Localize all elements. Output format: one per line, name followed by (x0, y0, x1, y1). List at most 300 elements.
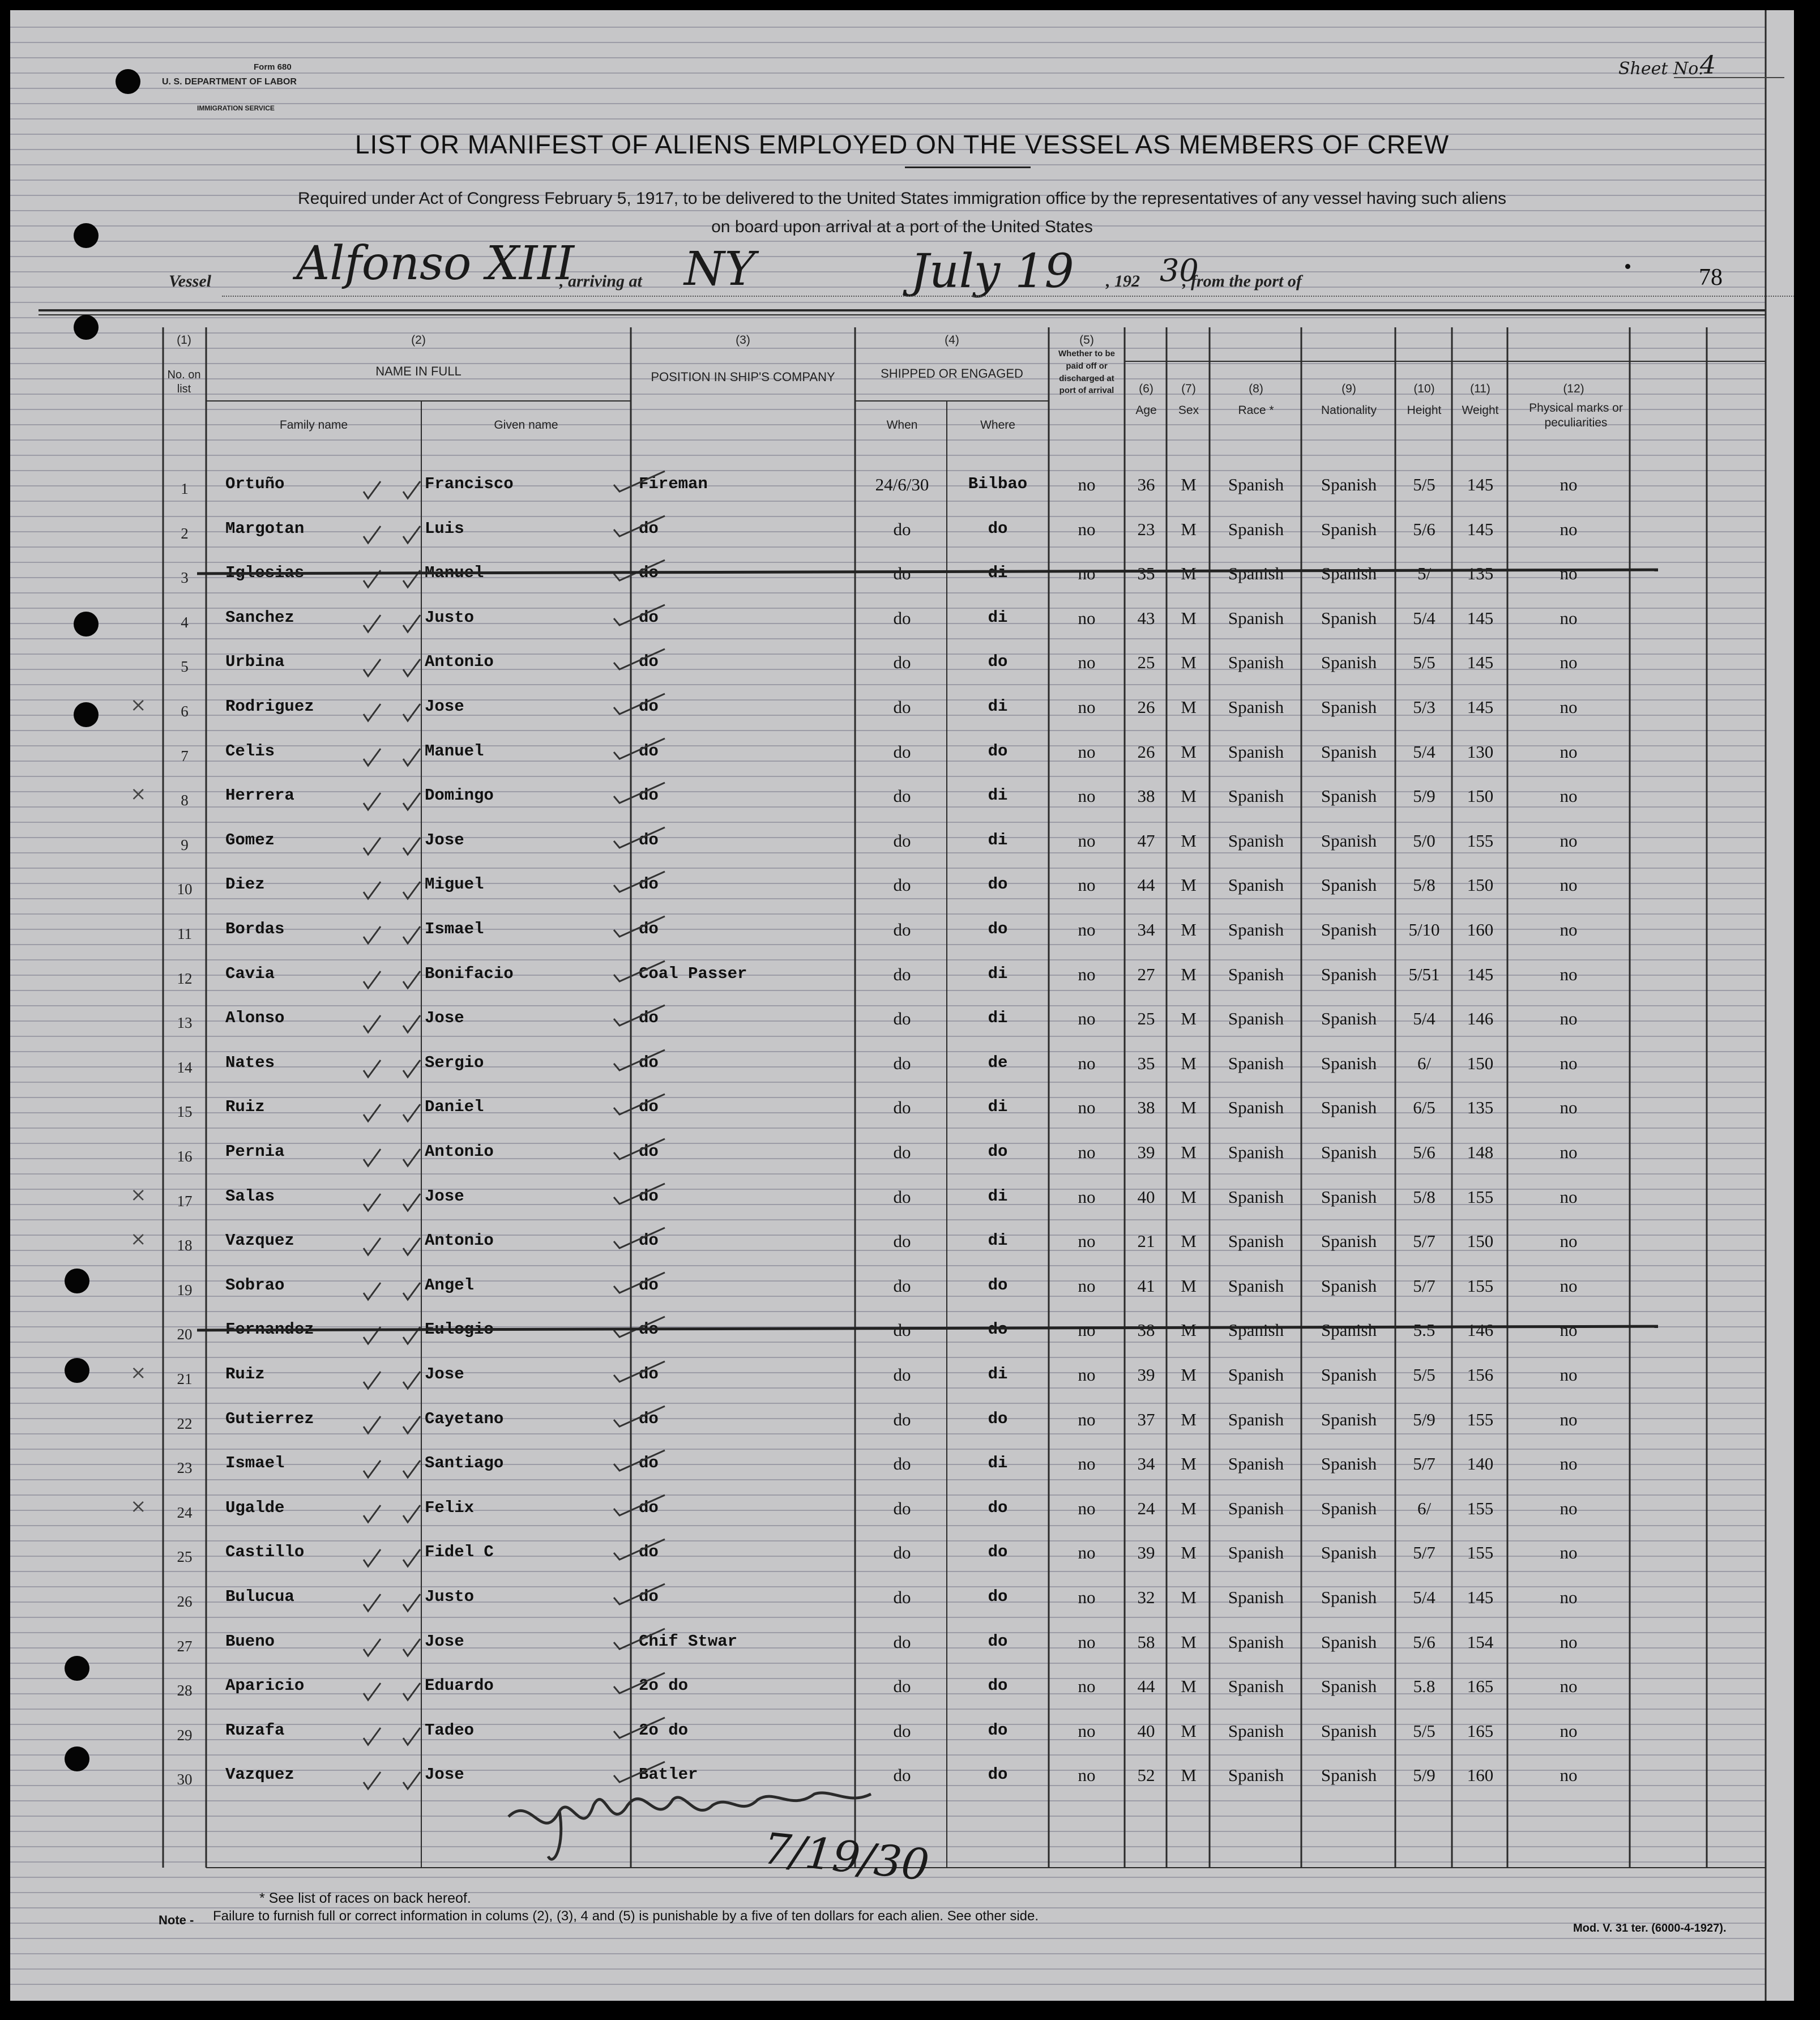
cell-sex: M (1181, 741, 1197, 762)
cell-nationality: Spanish (1321, 1720, 1377, 1741)
form-number: Form 680 (254, 62, 292, 72)
subtitle-line-1: Required under Act of Congress February 5, 1917, to be delivered to the United States immigration office by the representatives of any vessel having such aliens (298, 189, 1506, 208)
cell-weight: 146 (1467, 1320, 1494, 1340)
cell-marks: no (1560, 1454, 1578, 1474)
col8-header: Race * (1238, 404, 1274, 417)
cell-weight: 145 (1467, 608, 1494, 628)
table-row (10, 964, 1794, 998)
cell-position: do (639, 1186, 659, 1206)
cell-marks: no (1560, 1053, 1578, 1073)
cell-race: Spanish (1228, 1097, 1284, 1118)
table-row (10, 1183, 1794, 1221)
cell-race: Spanish (1228, 697, 1284, 717)
note-label: Note - (159, 1913, 194, 1927)
cell-family: Bulucua (225, 1587, 294, 1606)
cell-position: do (639, 786, 659, 805)
cell-age: 36 (1137, 475, 1155, 494)
cell-where: de (988, 1053, 1008, 1072)
col4-num: (4) (945, 334, 959, 347)
cell-nationality: Spanish (1321, 1009, 1377, 1029)
cell-age: 44 (1137, 1676, 1155, 1697)
cell-age: 23 (1137, 519, 1155, 539)
cell-weight: 160 (1467, 1765, 1494, 1786)
cell-when: do (893, 1676, 911, 1697)
cell-sex: M (1181, 1142, 1197, 1162)
col8-num: (8) (1249, 382, 1263, 395)
check-mark-icon (610, 1181, 667, 1207)
cell-position: do (639, 830, 659, 849)
cell-position: do (639, 1454, 659, 1473)
cell-marks: no (1560, 1409, 1578, 1429)
cell-given: Cayetano (425, 1409, 504, 1428)
cell-age: 44 (1137, 875, 1155, 895)
cell-position: Chif Stwar (639, 1632, 738, 1651)
cell-marks: no (1560, 1676, 1578, 1697)
cell-family: Nates (225, 1053, 275, 1072)
cell-marks: no (1560, 1231, 1578, 1252)
check-mark-icon (361, 656, 384, 682)
cell-nationality: Spanish (1321, 1365, 1377, 1385)
year-suffix: 30 (1160, 253, 1199, 288)
cell-sex: M (1181, 475, 1197, 494)
cell-paid: no (1078, 1097, 1096, 1118)
cell-race: Spanish (1228, 1275, 1284, 1296)
cell-family: Pernia (225, 1142, 285, 1161)
cell-age: 43 (1137, 608, 1155, 628)
cell-age: 52 (1137, 1765, 1155, 1786)
check-mark-icon (361, 1546, 384, 1572)
row-number: 14 (177, 1058, 193, 1076)
row-number: 18 (177, 1237, 193, 1254)
cell-family: Castillo (225, 1543, 305, 1562)
cell-sex: M (1181, 1365, 1197, 1385)
cell-position: do (639, 1587, 659, 1606)
cell-race: Spanish (1228, 1053, 1284, 1073)
signature-date: 7/19/30 (761, 1822, 932, 1891)
cell-paid: no (1078, 475, 1096, 494)
cell-marks: no (1560, 1009, 1578, 1029)
cell-position: do (639, 1409, 659, 1428)
cell-sex: M (1181, 1454, 1197, 1474)
cell-weight: 145 (1467, 697, 1494, 717)
check-mark-icon (610, 869, 667, 895)
cell-given: Jose (425, 830, 464, 849)
row-number: 29 (177, 1726, 193, 1744)
cell-marks: no (1560, 920, 1578, 939)
row-number: 21 (177, 1370, 193, 1387)
cell-height: 5/10 (1408, 920, 1440, 939)
cell-paid: no (1078, 697, 1096, 717)
cell-paid: no (1078, 1765, 1096, 1786)
table-row (10, 519, 1794, 553)
cell-weight: 135 (1467, 563, 1494, 584)
col10-num: (10) (1413, 382, 1435, 395)
cell-when: do (893, 1231, 911, 1252)
cell-nationality: Spanish (1321, 1275, 1377, 1296)
cell-marks: no (1560, 1186, 1578, 1207)
cell-family: Alonso (225, 1009, 285, 1028)
cell-race: Spanish (1228, 475, 1284, 494)
check-mark-icon (361, 745, 384, 771)
arrival-date: July 19 (911, 245, 1074, 298)
cell-given: Miguel (425, 875, 484, 894)
cell-age: 35 (1137, 563, 1155, 584)
check-mark-icon (401, 1724, 424, 1750)
check-mark-icon (401, 701, 424, 727)
check-mark-icon (401, 1279, 424, 1305)
check-mark-icon (610, 1448, 667, 1474)
cell-age: 34 (1137, 920, 1155, 939)
cell-age: 38 (1137, 786, 1155, 806)
check-mark-icon (361, 789, 384, 815)
check-mark-icon (361, 1101, 384, 1127)
cell-marks: no (1560, 1365, 1578, 1385)
check-mark-icon (361, 1012, 384, 1038)
subtitle-line-2: on board upon arrival at a port of the United States (711, 217, 1093, 236)
check-mark-icon (361, 1413, 384, 1439)
cell-sex: M (1181, 1632, 1197, 1652)
table-row (10, 1676, 1794, 1710)
row-number: 4 (181, 613, 189, 631)
cell-when: 24/6/30 (875, 475, 929, 494)
cell-given: Daniel (425, 1097, 484, 1117)
x-mark-icon: × (130, 1494, 147, 1518)
cell-when: do (893, 875, 911, 895)
cell-where: do (988, 1632, 1008, 1651)
row-number: 10 (177, 881, 193, 898)
check-mark-icon (361, 523, 384, 549)
cell-sex: M (1181, 830, 1197, 851)
cell-where: do (988, 1498, 1008, 1517)
check-mark-icon (610, 1671, 667, 1697)
cell-age: 38 (1137, 1097, 1155, 1118)
cell-height: 5/7 (1413, 1275, 1436, 1296)
cell-height: 5/51 (1408, 964, 1440, 984)
col1-num: (1) (177, 334, 191, 347)
arriving-port: NY (684, 242, 755, 296)
row-number: 22 (177, 1415, 193, 1432)
cell-when: do (893, 1009, 911, 1029)
cell-given: Antonio (425, 1231, 494, 1250)
cell-race: Spanish (1228, 1009, 1284, 1029)
cell-age: 40 (1137, 1186, 1155, 1207)
cell-marks: no (1560, 563, 1578, 584)
cell-marks: no (1560, 830, 1578, 851)
cell-position: do (639, 652, 659, 672)
cell-given: Sergio (425, 1053, 484, 1072)
cell-position: 2o do (639, 1720, 689, 1740)
cell-height: 5/8 (1413, 875, 1436, 895)
cell-when: do (893, 741, 911, 762)
cell-nationality: Spanish (1321, 1587, 1377, 1607)
row-number: 28 (177, 1682, 193, 1699)
check-mark-icon (361, 567, 384, 593)
cell-paid: no (1078, 519, 1096, 539)
cell-paid: no (1078, 1186, 1096, 1207)
cell-sex: M (1181, 1097, 1197, 1118)
cell-marks: no (1560, 1320, 1578, 1340)
table-row (10, 1320, 1794, 1354)
check-mark-icon (610, 1537, 667, 1563)
check-mark-icon (610, 1092, 667, 1118)
cell-age: 37 (1137, 1409, 1155, 1429)
cell-family: Gutierrez (225, 1409, 314, 1428)
cell-when: do (893, 697, 911, 717)
cell-sex: M (1181, 1186, 1197, 1207)
cell-when: do (893, 1632, 911, 1652)
table-row (10, 1053, 1794, 1087)
check-mark-icon (610, 825, 667, 851)
cell-sex: M (1181, 1409, 1197, 1429)
cell-race: Spanish (1228, 1543, 1284, 1563)
col5-header: Whether to be paid off or discharged at port of arrival (1058, 349, 1115, 396)
cell-given: Fidel C (425, 1543, 494, 1562)
cell-height: 5/9 (1413, 1765, 1436, 1786)
cell-where: di (988, 1186, 1008, 1206)
check-mark-icon (361, 1323, 384, 1349)
cell-where: di (988, 964, 1008, 983)
table-row (10, 831, 1794, 865)
col3-header: POSITION IN SHIP'S COMPANY (651, 370, 835, 384)
cell-race: Spanish (1228, 1231, 1284, 1252)
cell-position: do (639, 1275, 659, 1295)
cell-where: do (988, 652, 1008, 672)
table-row (10, 475, 1794, 509)
cell-age: 40 (1137, 1720, 1155, 1741)
cell-when: do (893, 1765, 911, 1786)
cell-race: Spanish (1228, 1454, 1284, 1474)
check-mark-icon (401, 878, 424, 904)
cell-when: do (893, 1186, 911, 1207)
cell-given: Manuel (425, 563, 484, 583)
check-mark-icon (401, 1502, 424, 1528)
cell-marks: no (1560, 1142, 1578, 1162)
check-mark-icon (610, 514, 667, 540)
cell-race: Spanish (1228, 1587, 1284, 1607)
cell-where: do (988, 920, 1008, 938)
cell-family: Herrera (225, 786, 294, 805)
cell-weight: 146 (1467, 1009, 1494, 1029)
row-number: 25 (177, 1548, 193, 1566)
cell-given: Luis (425, 519, 464, 538)
table-row (10, 1142, 1794, 1176)
cell-paid: no (1078, 1275, 1096, 1296)
cell-weight: 148 (1467, 1142, 1494, 1162)
check-mark-icon (401, 1769, 424, 1795)
arriving-label: , arriving at (559, 272, 642, 291)
cell-family: Bueno (225, 1632, 275, 1651)
cell-height: 5/7 (1413, 1543, 1436, 1563)
cell-race: Spanish (1228, 1409, 1284, 1429)
table-row (10, 1587, 1794, 1621)
cell-race: Spanish (1228, 652, 1284, 673)
where-header: Where (980, 418, 1015, 432)
row-number: 7 (181, 747, 189, 765)
col1-header: No. on list (167, 369, 201, 395)
col6-header: Age (1135, 404, 1157, 417)
cell-paid: no (1078, 786, 1096, 806)
cell-where: do (988, 1587, 1008, 1606)
cell-sex: M (1181, 875, 1197, 895)
cell-given: Jose (425, 1632, 464, 1651)
cell-paid: no (1078, 1053, 1096, 1073)
cell-height: 5/4 (1413, 741, 1436, 762)
cell-weight: 135 (1467, 1097, 1494, 1118)
cell-race: Spanish (1228, 608, 1284, 628)
cell-nationality: Spanish (1321, 519, 1377, 539)
cell-nationality: Spanish (1321, 563, 1377, 584)
cell-when: do (893, 652, 911, 673)
cell-paid: no (1078, 1587, 1096, 1607)
cell-age: 58 (1137, 1632, 1155, 1652)
cell-family: Salas (225, 1186, 275, 1206)
cell-given: Manuel (425, 741, 484, 761)
cell-where: di (988, 1231, 1008, 1250)
cell-race: Spanish (1228, 1186, 1284, 1207)
cell-family: Gomez (225, 830, 275, 849)
cell-given: Jose (425, 1009, 464, 1028)
check-mark-icon (401, 968, 424, 994)
cell-sex: M (1181, 1320, 1197, 1340)
cell-race: Spanish (1228, 1320, 1284, 1340)
cell-race: Spanish (1228, 519, 1284, 539)
cell-age: 41 (1137, 1275, 1155, 1296)
table-row (10, 875, 1794, 909)
cell-where: do (988, 1275, 1008, 1295)
cell-nationality: Spanish (1321, 1053, 1377, 1073)
cell-nationality: Spanish (1321, 1231, 1377, 1252)
cell-weight: 155 (1467, 1543, 1494, 1563)
cell-where: do (988, 1409, 1008, 1428)
cell-sex: M (1181, 1543, 1197, 1563)
check-mark-icon (361, 1235, 384, 1261)
table-row (10, 1097, 1794, 1131)
cell-family: Iglesias (225, 563, 305, 583)
check-mark-icon (361, 612, 384, 638)
vessel-name: Alfonso XIII (296, 237, 575, 291)
cell-when: do (893, 1320, 911, 1340)
check-mark-icon (610, 1137, 667, 1163)
cell-marks: no (1560, 875, 1578, 895)
cell-sex: M (1181, 786, 1197, 806)
cell-paid: no (1078, 830, 1096, 851)
service-label: IMMIGRATION SERVICE (197, 104, 275, 112)
col7-header: Sex (1178, 404, 1199, 417)
cell-sex: M (1181, 563, 1197, 584)
cell-given: Justo (425, 1587, 475, 1606)
cell-age: 26 (1137, 741, 1155, 762)
check-mark-icon (361, 1057, 384, 1083)
check-mark-icon (361, 923, 384, 949)
cell-when: do (893, 830, 911, 851)
check-mark-icon (401, 612, 424, 638)
check-mark-icon (401, 1680, 424, 1706)
cell-position: Coal Passer (639, 964, 747, 983)
check-mark-icon (610, 603, 667, 629)
cell-paid: no (1078, 563, 1096, 584)
cell-position: do (639, 1142, 659, 1161)
cell-height: 5/5 (1413, 652, 1436, 673)
cell-paid: no (1078, 1498, 1096, 1518)
cell-paid: no (1078, 1231, 1096, 1252)
check-mark-icon (361, 1502, 384, 1528)
cell-position: do (639, 1498, 659, 1517)
row-number: 5 (181, 658, 189, 676)
cell-given: Ismael (425, 920, 484, 938)
cell-nationality: Spanish (1321, 1186, 1377, 1207)
cell-given: Antonio (425, 1142, 494, 1161)
cell-sex: M (1181, 920, 1197, 939)
cell-nationality: Spanish (1321, 786, 1377, 806)
cell-height: 6/ (1417, 1053, 1432, 1073)
cell-when: do (893, 1142, 911, 1162)
cell-when: do (893, 1587, 911, 1607)
cell-age: 38 (1137, 1320, 1155, 1340)
table-row (10, 1632, 1794, 1666)
table-row (10, 652, 1794, 686)
cell-weight: 155 (1467, 1498, 1494, 1518)
cell-marks: no (1560, 1543, 1578, 1563)
cell-nationality: Spanish (1321, 1097, 1377, 1118)
check-mark-icon (401, 789, 424, 815)
cell-sex: M (1181, 964, 1197, 984)
col10-header: Height (1407, 404, 1442, 417)
check-mark-icon (401, 1591, 424, 1617)
cell-age: 35 (1137, 1053, 1155, 1073)
cell-race: Spanish (1228, 563, 1284, 584)
check-mark-icon (361, 968, 384, 994)
cell-given: Santiago (425, 1454, 504, 1473)
cell-age: 26 (1137, 697, 1155, 717)
cell-when: do (893, 1097, 911, 1118)
col4-header: SHIPPED OR ENGAGED (881, 366, 1023, 381)
col5-num: (5) (1079, 334, 1094, 347)
cell-nationality: Spanish (1321, 1765, 1377, 1786)
cell-height: 5/6 (1413, 1632, 1436, 1652)
cell-family: Ortuño (225, 475, 285, 493)
col6-num: (6) (1139, 382, 1153, 395)
cell-weight: 165 (1467, 1720, 1494, 1741)
cell-age: 21 (1137, 1231, 1155, 1252)
cell-height: 5/9 (1413, 786, 1436, 806)
check-mark-icon (401, 656, 424, 682)
cell-nationality: Spanish (1321, 1498, 1377, 1518)
cell-height: 5.5 (1413, 1320, 1436, 1340)
check-mark-icon (401, 1323, 424, 1349)
check-mark-icon (361, 1724, 384, 1750)
col9-num: (9) (1341, 382, 1356, 395)
table-row (10, 1276, 1794, 1310)
check-mark-icon (401, 834, 424, 860)
cell-when: do (893, 563, 911, 584)
x-mark-icon: × (130, 1183, 147, 1206)
cell-position: do (639, 1053, 659, 1072)
check-mark-icon (610, 1003, 667, 1029)
cell-given: Jose (425, 697, 464, 716)
cell-weight: 140 (1467, 1454, 1494, 1474)
check-mark-icon (401, 478, 424, 504)
cell-marks: no (1560, 1097, 1578, 1118)
check-mark-icon (610, 691, 667, 718)
check-mark-icon (361, 1279, 384, 1305)
cell-given: Eulogio (425, 1320, 494, 1339)
cell-paid: no (1078, 1409, 1096, 1429)
cell-given: Jose (425, 1765, 464, 1784)
table-row (10, 1361, 1794, 1399)
col11-num: (11) (1470, 382, 1490, 395)
table-row (10, 920, 1794, 954)
cell-sex: M (1181, 697, 1197, 717)
